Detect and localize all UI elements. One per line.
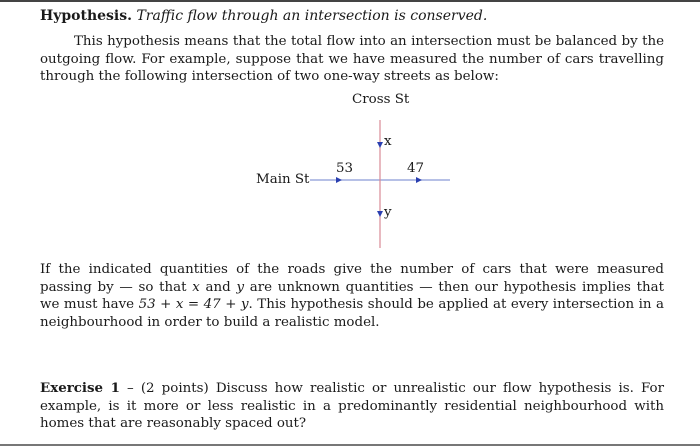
exercise-paragraph [40,380,664,433]
intersection-svg [250,90,470,250]
explanation-text-2: and [199,279,237,295]
exercise-label: Exercise 1 [40,380,120,396]
flow-equation: 53 + x = 47 + y [138,297,249,312]
main-street-label: Main St [256,172,310,187]
flow-in-main-label: 53 [336,161,354,176]
explanation-text-4: . This hypothesis should be applied at every intersection in a neighbourhood in order to build a realistic model. [40,297,664,330]
variable-x: x [192,279,200,295]
arrow-in-main-icon [336,177,342,183]
arrow-out-main-icon [416,177,422,183]
flow-out-cross-label: y [384,205,392,220]
explanation-paragraph [40,261,664,331]
hypothesis-label: Hypothesis. [40,8,132,24]
exercise-points: – (2 points) [119,381,216,396]
arrow-in-cross-icon [377,142,383,148]
explanation-text-3: are unknown quantities — then our hypothesis implies that we must have [40,279,664,312]
arrow-out-cross-icon [377,211,383,217]
flow-in-cross-label: x [384,134,392,149]
exercise-text: Discuss how realistic or unrealistic our flow hypothesis is. For example, is it more or less realistic in a predominantly residential neighbourhood with homes that are reasonably spaced out? [40,381,665,431]
hypothesis-statement: Traffic flow through an intersection is conserved. [136,8,488,24]
variable-y: y [236,279,245,295]
flow-out-main-label: 47 [407,161,425,176]
intersection-diagram [250,90,470,250]
explanation-text-1: If the indicated quantities of the roads give the number of cars that were measured passing by — so that [40,262,664,295]
bottom-divider [0,444,700,446]
intro-paragraph: This hypothesis means that the total flow into an intersection must be balanced by the outgoing flow. For example, suppose that we have measured the number of cars travelling through the following intersection of two one-way streets as below: [40,34,664,84]
cross-street-label: Cross St [352,92,410,107]
top-divider [0,0,700,2]
hypothesis-heading [40,8,664,26]
